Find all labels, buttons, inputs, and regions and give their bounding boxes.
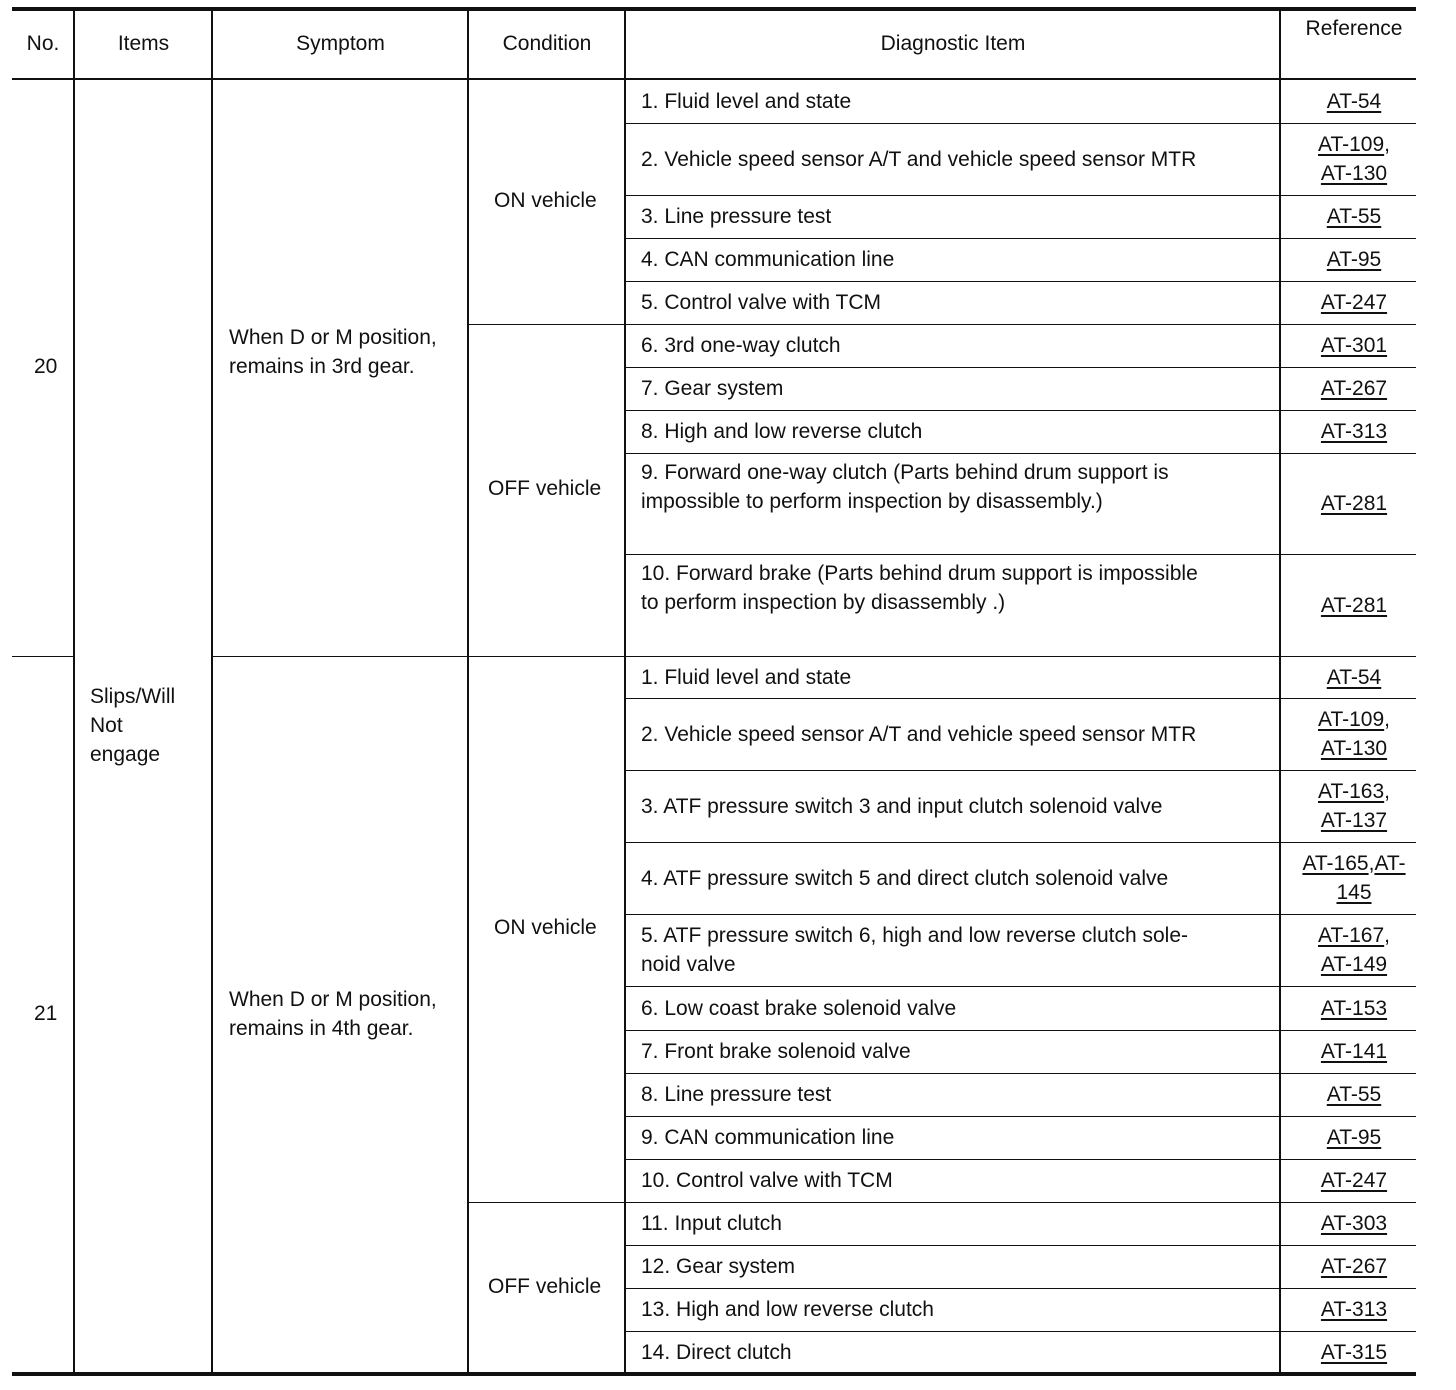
reference-cell [1284,489,1424,518]
reference-cell [1284,777,1424,835]
row-separator [626,1331,1416,1332]
reference-link[interactable]: AT-95 [1326,1126,1382,1149]
reference-link[interactable]: AT-55 [1326,1083,1382,1106]
diagnostic-item-text-cont: impossible to perform inspection by disassembly.) [641,490,1103,513]
diagnostic-item-text: 6. 3rd one-way clutch [641,334,841,357]
symptom-20-line-2: remains in 3rd gear. [229,355,415,378]
condition-on-21: ON vehicle [494,916,597,939]
reference-separator: , [1384,924,1390,947]
diagnostic-item-text: 6. Low coast brake solenoid valve [641,997,957,1020]
diagnostic-item-text: 11. Input clutch [641,1212,782,1235]
col-border-condition [624,9,626,1373]
reference-link[interactable]: AT-54 [1326,90,1382,113]
reference-link[interactable]: AT-267 [1320,377,1388,400]
group-separator-no [12,656,74,657]
header-no: No. [26,32,60,55]
reference-link[interactable]: AT-315 [1320,1341,1388,1364]
diagnostic-item-text: 1. Fluid level and state [641,90,852,113]
row-separator [626,195,1416,196]
condition-off-20: OFF vehicle [488,477,602,500]
row-separator [626,1245,1416,1246]
reference-cell [1284,1037,1424,1066]
row-number-21: 21 [34,1002,58,1025]
reference-cell [1284,245,1424,274]
diagnostic-item-text: 12. Gear system [641,1255,796,1278]
col-border-items [211,9,213,1373]
group-separator-symptom [212,656,1416,657]
reference-cell [1284,288,1424,317]
reference-link[interactable]: AT-281 [1320,492,1388,515]
symptom-21-line-1: When D or M position, [229,988,437,1011]
diagnostic-item-text: 3. Line pressure test [641,205,832,228]
reference-link[interactable]: AT-281 [1320,594,1388,617]
reference-link[interactable]: AT-109 [1318,133,1385,156]
reference-link[interactable]: AT-313 [1320,1298,1388,1321]
row-separator [626,986,1416,987]
reference-separator: , [1384,780,1390,803]
col-border-no [73,9,75,1373]
diagnostic-item-text: 5. Control valve with TCM [641,291,882,314]
row-separator [626,1159,1416,1160]
diagnostic-item-text: 1. Fluid level and state [641,666,852,689]
row-separator [626,1030,1416,1031]
diagnostic-item-text: 2. Vehicle speed sensor A/T and vehicle speed sensor MTR [641,723,1197,746]
reference-link[interactable]: 145 [1336,881,1372,904]
items-label-line-2: Not [90,714,123,737]
items-label-line-1: Slips/Will [90,685,176,708]
table-bottom-border [12,1372,1416,1376]
diagnostic-item-text: 3. ATF pressure switch 3 and input clutch solenoid valve [641,795,1163,818]
reference-cell [1284,202,1424,231]
reference-link[interactable]: AT-149 [1320,953,1388,976]
reference-link[interactable]: AT-130 [1320,737,1388,760]
row-separator [626,324,1416,325]
header-bottom-border [12,78,1416,80]
diagnostic-item-text: 10. Control valve with TCM [641,1169,893,1192]
header-diagnostic-item: Diagnostic Item [880,32,1026,55]
reference-link[interactable]: AT-165 [1302,852,1369,875]
table-top-border [12,7,1416,11]
reference-link[interactable]: AT-247 [1320,291,1388,314]
row-separator [626,842,1416,843]
diagnostic-item-text: 8. Line pressure test [641,1083,832,1106]
row-separator [626,367,1416,368]
reference-cell [1284,130,1424,188]
reference-cell [1284,1080,1424,1109]
row-separator [626,770,1416,771]
row-separator [626,123,1416,124]
row-separator [626,554,1416,555]
row-separator [626,1073,1416,1074]
diagnostic-item-text: 10. Forward brake (Parts behind drum support is impossible [641,562,1198,585]
col-border-symptom [467,9,469,1373]
diagnostic-item-text-cont: noid valve [641,953,736,976]
diagnostic-item-text: 4. CAN communication line [641,248,895,271]
reference-link[interactable]: AT-109 [1318,708,1385,731]
row-separator [626,1116,1416,1117]
header-items: Items [117,32,170,55]
symptom-20-line-1: When D or M position, [229,326,437,349]
diagnostic-item-text: 5. ATF pressure switch 6, high and low reverse clutch sole- [641,924,1189,947]
reference-cell [1284,1123,1424,1152]
reference-separator: , [1384,133,1390,156]
col-border-diagnostic [1279,9,1281,1373]
reference-cell [1284,417,1424,446]
reference-cell [1284,1209,1424,1238]
row-separator [626,1288,1416,1289]
reference-cell [1284,1338,1424,1367]
diagnostic-item-text: 7. Gear system [641,377,784,400]
reference-cell [1284,591,1424,620]
diagnostic-item-text: 14. Direct clutch [641,1341,792,1364]
reference-cell [1284,1295,1424,1324]
reference-link[interactable]: AT-130 [1320,162,1388,185]
reference-link[interactable]: AT-247 [1320,1169,1388,1192]
diagnostic-item-text: 13. High and low reverse clutch [641,1298,934,1321]
diagnostic-item-text: 7. Front brake solenoid valve [641,1040,911,1063]
reference-separator: , [1368,852,1375,875]
row-separator [626,281,1416,282]
reference-cell [1284,849,1424,907]
reference-cell [1284,663,1424,692]
reference-cell [1284,331,1424,360]
reference-link[interactable]: AT-301 [1320,334,1388,357]
header-reference: Reference [1305,17,1403,40]
reference-link[interactable]: AT-167 [1318,924,1385,947]
reference-cell [1284,1166,1424,1195]
reference-link[interactable]: AT- [1374,852,1406,875]
reference-link[interactable]: AT-303 [1320,1212,1388,1235]
row-separator [626,410,1416,411]
reference-link[interactable]: AT-95 [1326,248,1382,271]
reference-link[interactable]: AT-141 [1320,1040,1388,1063]
reference-link[interactable]: AT-55 [1326,205,1382,228]
reference-link[interactable]: AT-267 [1320,1255,1388,1278]
diagnostic-item-text: 9. Forward one-way clutch (Parts behind drum support is [641,461,1169,484]
items-label-line-3: engage [90,743,161,766]
diagnostic-item-text: 8. High and low reverse clutch [641,420,923,443]
reference-cell [1284,87,1424,116]
diagnostic-item-text: 4. ATF pressure switch 5 and direct clutch solenoid valve [641,867,1169,890]
row-separator [626,914,1416,915]
row-separator [626,238,1416,239]
reference-cell [1284,374,1424,403]
row-number-20: 20 [34,355,58,378]
symptom-21-line-2: remains in 4th gear. [229,1017,414,1040]
reference-link[interactable]: AT-137 [1320,809,1388,832]
reference-cell [1284,705,1424,763]
reference-link[interactable]: AT-54 [1326,666,1382,689]
header-condition: Condition [502,32,592,55]
condition-off-21: OFF vehicle [488,1275,602,1298]
header-symptom: Symptom [296,32,385,55]
diagnostic-item-text: 2. Vehicle speed sensor A/T and vehicle speed sensor MTR [641,148,1197,171]
row-separator [626,1202,1416,1203]
condition-on-20: ON vehicle [494,189,597,212]
reference-link[interactable]: AT-313 [1320,420,1388,443]
reference-link[interactable]: AT-153 [1320,997,1388,1020]
row-separator [626,698,1416,699]
diagnostic-item-text-cont: to perform inspection by disassembly .) [641,591,1006,614]
reference-separator: , [1384,708,1390,731]
reference-cell [1284,994,1424,1023]
reference-cell [1284,1252,1424,1281]
reference-cell [1284,921,1424,979]
reference-link[interactable]: AT-163 [1318,780,1385,803]
diagnostic-item-text: 9. CAN communication line [641,1126,895,1149]
row-separator [626,453,1416,454]
